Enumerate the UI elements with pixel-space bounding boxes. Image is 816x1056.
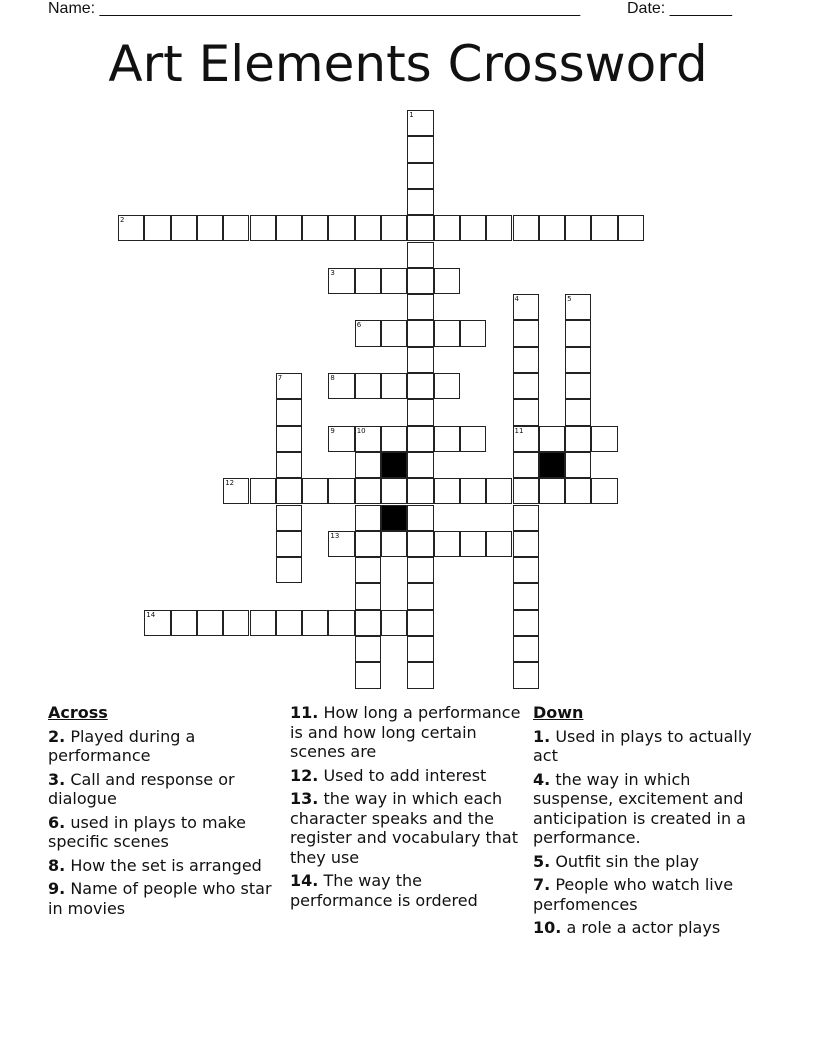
grid-cell[interactable] (513, 452, 539, 478)
grid-cell[interactable] (565, 399, 591, 425)
grid-cell[interactable] (513, 610, 539, 636)
cell-number: 5 (567, 295, 572, 304)
clue-number: 4. (533, 769, 551, 789)
grid-cell[interactable] (118, 215, 144, 241)
grid-cell[interactable] (407, 662, 433, 688)
clue-text: a role a actor plays (566, 918, 721, 937)
clue-across-3 (48, 770, 280, 809)
down-heading: Down (533, 703, 584, 722)
grid-cell[interactable] (302, 478, 328, 504)
grid-cell[interactable] (328, 268, 354, 294)
grid-cell[interactable] (276, 399, 302, 425)
clue-text: used in plays to make specific scenes (48, 812, 246, 851)
grid-cell[interactable] (355, 373, 381, 399)
grid-cell[interactable] (381, 320, 407, 346)
grid-cell[interactable] (460, 426, 486, 452)
grid-cell[interactable] (171, 610, 197, 636)
grid-cell[interactable] (407, 215, 433, 241)
grid-cell[interactable] (513, 662, 539, 688)
grid-cell[interactable] (223, 478, 249, 504)
date-field-label: Date: _______ (627, 0, 732, 17)
grid-cell[interactable] (565, 294, 591, 320)
grid-cell[interactable] (407, 242, 433, 268)
grid-cell[interactable] (565, 320, 591, 346)
clue-across-14 (290, 871, 522, 910)
grid-cell[interactable] (407, 347, 433, 373)
grid-cell[interactable] (407, 110, 433, 136)
grid-cell[interactable] (407, 373, 433, 399)
grid-cell[interactable] (276, 505, 302, 531)
clue-text: The way the performance is ordered (290, 871, 478, 910)
grid-cell[interactable] (407, 452, 433, 478)
grid-cell[interactable] (355, 268, 381, 294)
cell-number: 6 (356, 321, 362, 330)
grid-cell[interactable] (276, 478, 302, 504)
grid-cell[interactable] (276, 426, 302, 452)
grid-cell[interactable] (407, 189, 433, 215)
grid-cell[interactable] (565, 373, 591, 399)
grid-cell[interactable] (407, 268, 433, 294)
clue-text: Used in plays to actually act (533, 726, 752, 765)
grid-cell[interactable] (381, 531, 407, 557)
grid-cell[interactable] (565, 347, 591, 373)
clue-across-12 (290, 766, 522, 786)
grid-cell[interactable] (407, 163, 433, 189)
grid-cell[interactable] (355, 478, 381, 504)
clue-across-9 (48, 879, 280, 918)
grid-cell[interactable] (591, 215, 617, 241)
grid-cell[interactable] (434, 531, 460, 557)
clue-text: Used to add interest (323, 765, 487, 785)
cell-number: 9 (330, 426, 335, 435)
grid-cell[interactable] (407, 636, 433, 662)
clue-number: 9. (48, 879, 66, 898)
grid-cell[interactable] (355, 610, 381, 636)
grid-cell[interactable] (513, 557, 539, 583)
clue-down-1 (533, 727, 765, 766)
grid-cell[interactable] (434, 426, 460, 452)
grid-cell[interactable] (513, 320, 539, 346)
grid-cell[interactable] (276, 373, 302, 399)
clue-across-13 (290, 789, 522, 867)
cell-number: 8 (330, 374, 335, 382)
grid-cell[interactable] (223, 610, 249, 636)
clue-text: the way in which each character speaks and the register and vocabulary that they use (290, 789, 519, 867)
grid-cell[interactable] (513, 373, 539, 399)
grid-cell[interactable] (328, 426, 354, 452)
grid-cell[interactable] (460, 320, 486, 346)
grid-cell[interactable] (276, 610, 302, 636)
page-title: Art Elements Crossword (108, 35, 708, 93)
grid-cell[interactable] (486, 215, 512, 241)
grid-cell[interactable] (197, 610, 223, 636)
clue-number: 1. (533, 726, 551, 746)
cell-number: 2 (120, 216, 125, 225)
grid-cell[interactable] (355, 426, 381, 452)
grid-cell[interactable] (381, 610, 407, 636)
grid-cell[interactable] (355, 505, 381, 531)
across-clues-column (48, 703, 280, 922)
clue-number: 2. (48, 726, 66, 746)
grid-cell[interactable] (328, 215, 354, 241)
grid-cell[interactable] (407, 505, 433, 531)
grid-cell[interactable] (328, 610, 354, 636)
clue-number: 8. (48, 855, 66, 875)
grid-cell[interactable] (355, 531, 381, 557)
grid-cell[interactable] (407, 557, 433, 583)
grid-cell[interactable] (434, 373, 460, 399)
clue-text: the way in which suspense, excitement and anticipation is created in a performance. (533, 769, 746, 847)
grid-cell[interactable] (250, 478, 276, 504)
clue-across-8 (48, 856, 280, 876)
grid-cell[interactable] (381, 373, 407, 399)
across-heading: Across (48, 703, 108, 722)
cell-number: 4 (514, 295, 519, 304)
grid-cell[interactable] (513, 505, 539, 531)
clue-number: 6. (48, 812, 66, 832)
cell-number: 1 (409, 111, 414, 119)
clue-number: 12. (290, 765, 319, 785)
grid-cell[interactable] (328, 373, 354, 399)
grid-cell[interactable] (539, 478, 565, 504)
clue-text: Outfit sin the play (555, 851, 699, 871)
grid-cell[interactable] (407, 478, 433, 504)
grid-cell[interactable] (618, 215, 644, 241)
clue-number: 3. (48, 769, 66, 789)
cell-number: 11 (514, 426, 524, 435)
grid-cell[interactable] (328, 478, 354, 504)
grid-cell[interactable] (513, 215, 539, 241)
clue-down-10 (533, 918, 765, 938)
grid-cell[interactable] (381, 268, 407, 294)
grid-cell[interactable] (513, 583, 539, 609)
grid-cell[interactable] (355, 215, 381, 241)
grid-cell[interactable] (591, 426, 617, 452)
clue-number: 13. (290, 789, 319, 808)
grid-cell[interactable] (407, 136, 433, 162)
grid-cell[interactable] (302, 215, 328, 241)
down-clues-column (533, 703, 765, 942)
grid-cell[interactable] (407, 320, 433, 346)
grid-cell[interactable] (407, 610, 433, 636)
clue-down-4 (533, 770, 765, 848)
grid-cell[interactable] (355, 636, 381, 662)
name-field-label: Name: ______________________________________________________ (48, 0, 581, 17)
grid-cell[interactable] (460, 531, 486, 557)
grid-cell[interactable] (144, 610, 170, 636)
grid-cell[interactable] (513, 347, 539, 373)
grid-cell[interactable] (276, 557, 302, 583)
clue-down-5 (533, 852, 765, 872)
grid-cell[interactable] (407, 583, 433, 609)
grid-cell[interactable] (250, 215, 276, 241)
clue-text: How long a performance is and how long certain scenes are (290, 703, 521, 761)
clue-number: 5. (533, 851, 551, 871)
grid-cell[interactable] (486, 531, 512, 557)
grid-cell[interactable] (434, 478, 460, 504)
grid-cell[interactable] (407, 531, 433, 557)
grid-cell[interactable] (539, 426, 565, 452)
clue-across-11 (290, 703, 522, 762)
grid-cell[interactable] (513, 399, 539, 425)
clue-number: 14. (290, 871, 319, 890)
cell-number: 13 (330, 531, 340, 540)
clue-text: Name of people who star in movies (48, 879, 272, 918)
grid-cell[interactable] (355, 583, 381, 609)
grid-cell[interactable] (407, 426, 433, 452)
grid-cell[interactable] (171, 215, 197, 241)
clue-text: Played during a performance (48, 726, 196, 765)
grid-cell[interactable] (513, 294, 539, 320)
grid-cell[interactable] (407, 294, 433, 320)
clue-text: How the set is arranged (70, 855, 262, 875)
grid-cell[interactable] (302, 610, 328, 636)
grid-cell[interactable] (565, 215, 591, 241)
clue-across-6 (48, 813, 280, 852)
clue-text: Call and response or dialogue (48, 769, 235, 808)
grid-cell[interactable] (407, 399, 433, 425)
grid-cell[interactable] (355, 557, 381, 583)
grid-cell[interactable] (144, 215, 170, 241)
grid-cell[interactable] (381, 478, 407, 504)
cell-number: 12 (225, 479, 235, 488)
clue-number: 7. (533, 875, 551, 894)
grid-cell[interactable] (381, 426, 407, 452)
grid-cell[interactable] (434, 268, 460, 294)
clue-number: 10. (533, 918, 562, 937)
grid-cell[interactable] (565, 426, 591, 452)
grid-cell[interactable] (565, 478, 591, 504)
grid-cell[interactable] (223, 215, 249, 241)
cell-number: 10 (356, 426, 366, 435)
across-clues-column-continued (290, 703, 522, 914)
grid-cell[interactable] (513, 636, 539, 662)
clue-across-2 (48, 727, 280, 766)
clue-down-7 (533, 875, 765, 914)
cell-number: 7 (277, 374, 283, 382)
cell-number: 3 (330, 268, 335, 277)
grid-black-cell (381, 505, 407, 531)
grid-cell[interactable] (276, 531, 302, 557)
clue-text: People who watch live perfomences (533, 875, 734, 914)
grid-black-cell (381, 452, 407, 478)
grid-cell[interactable] (513, 478, 539, 504)
grid-cell[interactable] (276, 452, 302, 478)
clue-number: 11. (290, 703, 319, 722)
grid-cell[interactable] (197, 215, 223, 241)
grid-cell[interactable] (381, 215, 407, 241)
grid-cell[interactable] (355, 452, 381, 478)
grid-cell[interactable] (565, 452, 591, 478)
grid-cell[interactable] (486, 478, 512, 504)
grid-cell[interactable] (276, 215, 302, 241)
grid-cell[interactable] (513, 426, 539, 452)
grid-cell[interactable] (328, 531, 354, 557)
grid-cell[interactable] (513, 531, 539, 557)
grid-cell[interactable] (355, 662, 381, 688)
grid-cell[interactable] (460, 478, 486, 504)
grid-cell[interactable] (355, 320, 381, 346)
grid-cell[interactable] (434, 215, 460, 241)
grid-cell[interactable] (250, 610, 276, 636)
grid-cell[interactable] (591, 478, 617, 504)
cell-number: 14 (146, 610, 156, 619)
grid-cell[interactable] (539, 215, 565, 241)
grid-black-cell (539, 452, 565, 478)
grid-cell[interactable] (460, 215, 486, 241)
grid-cell[interactable] (434, 320, 460, 346)
